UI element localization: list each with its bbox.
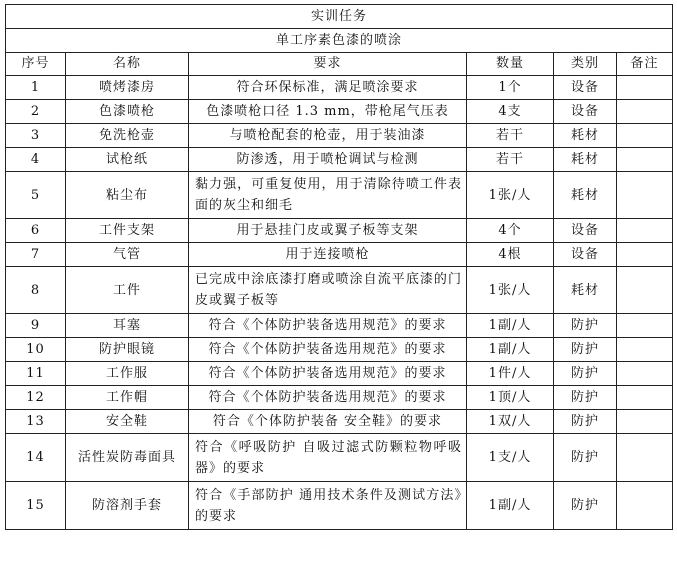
cell-no: 4	[6, 148, 66, 172]
cell-name: 工件支架	[66, 219, 189, 243]
cell-quantity: 4个	[467, 219, 554, 243]
table-row	[6, 243, 673, 267]
cell-name: 试枪纸	[66, 148, 189, 172]
cell-no: 2	[6, 100, 66, 124]
cell-requirement: 符合《个体防护装备 安全鞋》的要求	[189, 410, 467, 434]
task-table	[5, 4, 673, 530]
cell-category: 设备	[554, 100, 617, 124]
header-name: 名称	[66, 53, 189, 76]
table-row	[6, 76, 673, 100]
cell-remark	[617, 482, 673, 530]
cell-requirement: 防渗透，用于喷枪调试与检测	[189, 148, 467, 172]
cell-quantity: 1支/人	[467, 434, 554, 482]
cell-remark	[617, 267, 673, 314]
cell-name: 防护眼镜	[66, 338, 189, 362]
cell-no: 15	[6, 482, 66, 530]
cell-category: 防护	[554, 362, 617, 386]
cell-name: 工作服	[66, 362, 189, 386]
cell-category: 耗材	[554, 267, 617, 314]
table-row	[6, 314, 673, 338]
table-title: 实训任务	[6, 5, 673, 29]
table-row	[6, 172, 673, 219]
cell-remark	[617, 314, 673, 338]
cell-quantity: 1张/人	[467, 267, 554, 314]
cell-category: 设备	[554, 219, 617, 243]
cell-requirement: 用于悬挂门皮或翼子板等支架	[189, 219, 467, 243]
cell-quantity: 1顶/人	[467, 386, 554, 410]
cell-category: 防护	[554, 314, 617, 338]
cell-remark	[617, 362, 673, 386]
cell-quantity: 4根	[467, 243, 554, 267]
cell-no: 9	[6, 314, 66, 338]
cell-no: 13	[6, 410, 66, 434]
cell-quantity: 1副/人	[467, 314, 554, 338]
subtitle-row	[6, 29, 673, 53]
table-row	[6, 124, 673, 148]
table-subtitle: 单工序素色漆的喷涂	[6, 29, 673, 53]
table-row	[6, 362, 673, 386]
cell-quantity: 1个	[467, 76, 554, 100]
cell-category: 耗材	[554, 148, 617, 172]
table-row	[6, 386, 673, 410]
cell-category: 防护	[554, 410, 617, 434]
cell-no: 5	[6, 172, 66, 219]
cell-quantity: 1件/人	[467, 362, 554, 386]
cell-quantity: 若干	[467, 148, 554, 172]
table-row	[6, 100, 673, 124]
cell-name: 喷烤漆房	[66, 76, 189, 100]
cell-remark	[617, 76, 673, 100]
cell-requirement: 已完成中涂底漆打磨或喷涂自流平底漆的门皮或翼子板等	[189, 267, 467, 314]
table-row	[6, 338, 673, 362]
cell-requirement: 符合《个体防护装备选用规范》的要求	[189, 386, 467, 410]
cell-remark	[617, 243, 673, 267]
cell-name: 工作帽	[66, 386, 189, 410]
table-row	[6, 410, 673, 434]
header-requirement: 要求	[189, 53, 467, 76]
table-row	[6, 267, 673, 314]
cell-name: 活性炭防毒面具	[66, 434, 189, 482]
cell-no: 7	[6, 243, 66, 267]
cell-remark	[617, 219, 673, 243]
cell-remark	[617, 386, 673, 410]
cell-no: 11	[6, 362, 66, 386]
cell-category: 设备	[554, 76, 617, 100]
table-row	[6, 148, 673, 172]
cell-remark	[617, 124, 673, 148]
cell-category: 防护	[554, 338, 617, 362]
cell-category: 防护	[554, 434, 617, 482]
cell-name: 防溶剂手套	[66, 482, 189, 530]
cell-no: 6	[6, 219, 66, 243]
header-category: 类别	[554, 53, 617, 76]
cell-quantity: 1副/人	[467, 482, 554, 530]
cell-requirement: 与喷枪配套的枪壶，用于装油漆	[189, 124, 467, 148]
cell-category: 设备	[554, 243, 617, 267]
cell-name: 免洗枪壶	[66, 124, 189, 148]
cell-name: 安全鞋	[66, 410, 189, 434]
cell-requirement: 符合《个体防护装备选用规范》的要求	[189, 338, 467, 362]
cell-remark	[617, 410, 673, 434]
cell-category: 防护	[554, 482, 617, 530]
cell-requirement: 符合《呼吸防护 自吸过滤式防颗粒物呼吸器》的要求	[189, 434, 467, 482]
cell-requirement: 符合环保标准，满足喷涂要求	[189, 76, 467, 100]
header-quantity: 数量	[467, 53, 554, 76]
header-remark: 备注	[617, 53, 673, 76]
cell-quantity: 4支	[467, 100, 554, 124]
cell-requirement: 色漆喷枪口径 1.3 mm，带枪尾气压表	[189, 100, 467, 124]
cell-requirement: 符合《个体防护装备选用规范》的要求	[189, 362, 467, 386]
cell-category: 耗材	[554, 172, 617, 219]
header-row	[6, 53, 673, 76]
cell-no: 8	[6, 267, 66, 314]
cell-no: 14	[6, 434, 66, 482]
cell-name: 色漆喷枪	[66, 100, 189, 124]
header-no: 序号	[6, 53, 66, 76]
cell-name: 工件	[66, 267, 189, 314]
cell-requirement: 用于连接喷枪	[189, 243, 467, 267]
task-table-container	[5, 4, 672, 530]
cell-no: 10	[6, 338, 66, 362]
cell-no: 3	[6, 124, 66, 148]
cell-quantity: 若干	[467, 124, 554, 148]
cell-quantity: 1副/人	[467, 338, 554, 362]
cell-remark	[617, 338, 673, 362]
cell-requirement: 符合《手部防护 通用技术条件及测试方法》的要求	[189, 482, 467, 530]
cell-requirement: 符合《个体防护装备选用规范》的要求	[189, 314, 467, 338]
table-row	[6, 434, 673, 482]
cell-quantity: 1张/人	[467, 172, 554, 219]
table-row	[6, 219, 673, 243]
cell-name: 气管	[66, 243, 189, 267]
cell-category: 耗材	[554, 124, 617, 148]
cell-name: 粘尘布	[66, 172, 189, 219]
cell-quantity: 1双/人	[467, 410, 554, 434]
cell-remark	[617, 172, 673, 219]
cell-no: 1	[6, 76, 66, 100]
cell-remark	[617, 148, 673, 172]
cell-requirement: 黏力强，可重复使用，用于清除待喷工件表面的灰尘和细毛	[189, 172, 467, 219]
cell-name: 耳塞	[66, 314, 189, 338]
title-row	[6, 5, 673, 29]
cell-remark	[617, 100, 673, 124]
cell-no: 12	[6, 386, 66, 410]
table-row	[6, 482, 673, 530]
cell-remark	[617, 434, 673, 482]
cell-category: 防护	[554, 386, 617, 410]
